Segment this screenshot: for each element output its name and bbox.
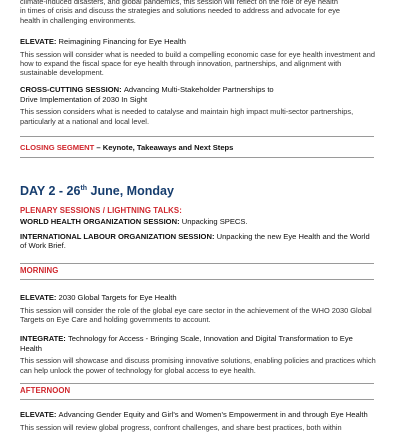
- divider: [20, 383, 374, 384]
- morning-heading: MORNING: [20, 266, 59, 275]
- divider: [20, 279, 374, 280]
- afternoon-heading: AFTERNOON: [20, 386, 71, 395]
- intro-line-2: in times of crisis and discuss the strategies and solutions needed to address and advocate for eye: [20, 6, 341, 16]
- session-financing-desc: This session will consider what is needed to build a compelling economic case for eye health investment and how to expand the fiscal space for eye health through innovation, partnerships, and alignment with sustainable development.: [20, 49, 375, 78]
- session-technology: [20, 334, 376, 375]
- divider: [20, 157, 374, 158]
- session-technology-title: INTEGRATE: Technology for Access - Bringing Scale, Innovation and Digital Transformation to Eye Health: [20, 334, 353, 353]
- session-cross-cutting-title: CROSS-CUTTING SESSION: Advancing Multi-Stakeholder Partnerships to Drive Implementation of 2030 In Sight: [20, 85, 274, 104]
- intro-line-1: climate-induced disasters, and global pandemics, this session will reflect on the role of eye health: [20, 0, 338, 6]
- session-cross-cutting-desc: This session considers what is needed to catalyse and maintain high impact multi-sector partnerships, particularly at a national and local level.: [20, 107, 354, 126]
- divider: [20, 136, 374, 137]
- session-gender-equity-desc: This session will review global progress, confront challenges, and share best practices, both within: [20, 422, 342, 432]
- plenary-heading: PLENARY SESSIONS / LIGHTNING TALKS:: [20, 206, 182, 215]
- session-gender-equity: [20, 410, 376, 432]
- divider: [20, 263, 374, 264]
- session-global-targets-desc: This session will consider the role of the global eye care sector in the achievement of the WHO 2030 Global Targets on Eye Care and holding governments to account.: [20, 305, 372, 324]
- day-2-heading: DAY 2 - 26th June, Monday: [20, 184, 174, 198]
- who-session: WORLD HEALTH ORGANIZATION SESSION: Unpacking SPECS.: [20, 217, 248, 226]
- ilo-session: INTERNATIONAL LABOUR ORGANIZATION SESSION: Unpacking the new Eye Health and the World of Work Brief.: [20, 231, 370, 251]
- session-technology-desc: This session will showcase and discuss promising innovative solutions, enabling policies and practices which can help unlock the power of technology for global access to eye health.: [20, 356, 376, 375]
- session-financing-title: ELEVATE: Reimagining Financing for Eye Health: [20, 37, 187, 46]
- closing-segment-text: – Keynote, Takeaways and Next Steps: [94, 143, 234, 152]
- morning-heading-block: [20, 266, 376, 275]
- intro-line-3: health in challenging environments.: [20, 15, 136, 25]
- closing-segment: [20, 143, 376, 153]
- session-global-targets-title: ELEVATE: 2030 Global Targets for Eye Health: [20, 293, 177, 302]
- plenary-section: [20, 206, 376, 251]
- session-global-targets: [20, 293, 376, 324]
- afternoon-heading-block: [20, 386, 376, 395]
- intro-paragraph: [20, 0, 376, 25]
- divider: [20, 399, 374, 400]
- closing-segment-label: CLOSING SEGMENT: [20, 143, 95, 152]
- session-gender-equity-title: ELEVATE: Advancing Gender Equity and Girl's and Women's Empowerment in and through Eye Health: [20, 410, 368, 419]
- session-cross-cutting: [20, 85, 376, 126]
- session-financing: [20, 37, 376, 78]
